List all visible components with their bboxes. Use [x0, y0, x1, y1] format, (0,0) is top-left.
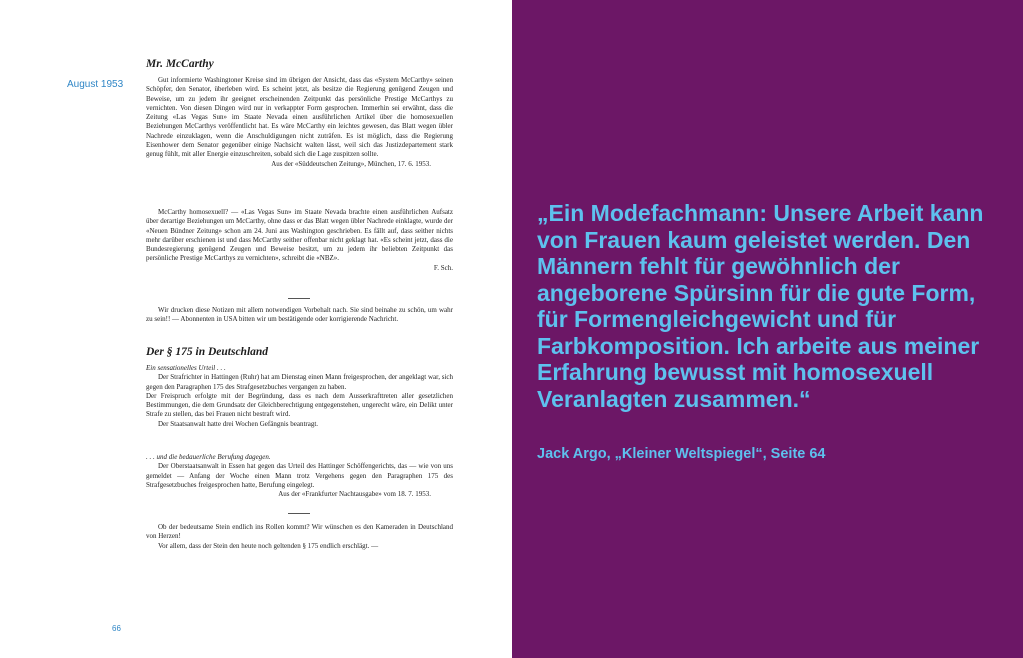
pull-quote: „Ein Modefachmann: Unsere Arbeit kann von Frauen kaum geleistet werden. Den Männern fehlt für gewöhnlich der angeborene Spürsinn für die gute Form, für Formengleichgewicht und für Farbkomposition. Ich arbeite aus meiner Erfahrung bewusst mit homosexuell Veranlagten zusammen.“	[537, 200, 984, 412]
paragraph: Der Strafrichter in Hattingen (Ruhr) hat am Dienstag einen Mann freigesprochen, der angeklagt war, sich gegen den Paragraphen 175 des Strafgesetzbuches vergangen zu haben.	[146, 373, 453, 391]
signature: F. Sch.	[433, 263, 453, 272]
subheading: Ein sensationelles Urteil . . .	[146, 364, 226, 372]
subheading: . . . und die bedauerliche Berufung dagegen.	[146, 453, 271, 461]
article-175-appeal	[146, 453, 453, 499]
date-note: August 1953	[67, 79, 124, 90]
article-heading-175: Der § 175 in Deutschland	[146, 346, 269, 358]
paragraph: Ob der bedeutsame Stein endlich ins Rollen kommt? Wir wünschen es den Kameraden in Deutschland von Herzen!	[146, 523, 453, 541]
article-mccarthy	[146, 76, 453, 169]
article-mccarthy-homosexuell	[146, 208, 453, 273]
divider	[288, 513, 310, 514]
paragraph: Wir drucken diese Notizen mit allem notwendigen Vorbehalt nach. Sie sind beinahe zu schön, um wahr zu sein!! — Abonnenten in USA bitten wir um bestätigende oder korrigierende Nachricht.	[146, 306, 453, 324]
page-number: 66	[112, 624, 121, 633]
source-line: Aus der «Frankfurter Nachtausgabe» vom 18. 7. 1953.	[278, 490, 431, 499]
paragraph: Vor allem, dass der Stein den heute noch geltenden § 175 endlich erschlägt. —	[158, 541, 379, 550]
paragraph: McCarthy homosexuell? — «Las Vegas Sun» im Staate Nevada brachte einen ausführlichen Aufsatz über derartige Beziehungen um McCarthy, ohne dass er das Blatt wegen übler Nachrede einklagte, wurde der «Neuen Bündner Zeitung» schon am 24. Juni aus Washington geschrieben. Es fällt auf, dass seither nichts mehr darüber erschienen ist und dass McCarthy seither offenbar nicht geklagt hat. «Es scheint jetzt, dass die Bundesregierung genügend Zeugen und Beweise besitzt, um zu jedem ihr beliebten Zeitpunkt das persönliche Prestige McCarthys zu vernichten», schreibt die «NBZ».	[146, 208, 453, 263]
closing-note	[146, 523, 453, 551]
paragraph: Der Oberstaatsanwalt in Essen hat gegen das Urteil des Hattinger Schöffengerichts, das — wie von uns gemeldet — Anfang der Woche einen Mann trotz Vergehens gegen den Paragraphen 175 des Strafgesetzbuches freigesprochen hatte, Berufung eingelegt.	[146, 462, 453, 489]
paragraph: Der Staatsanwalt hatte drei Wochen Gefängnis beantragt.	[158, 419, 319, 428]
quote-citation: Jack Argo, „Kleiner Weltspiegel“, Seite 64	[537, 446, 826, 462]
article-175-verdict	[146, 364, 453, 429]
divider	[288, 298, 310, 299]
source-line: Aus der «Süddeutschen Zeitung», München, 17. 6. 1953.	[271, 159, 431, 168]
paragraph: Der Freispruch erfolgte mit der Begründung, dass es nach dem Ausserkrafttreten aller gesetzlichen Bestimmungen, die dem Grundsatz der Gleichberechtigung entgegenstehen, ungerecht wäre, ein Delikt unter Strafe zu stellen, das bei Frauen nicht bestraft wird.	[146, 391, 453, 419]
paragraph: Gut informierte Washingtoner Kreise sind im übrigen der Ansicht, dass das «System McCarthy» seinen Schöpfer, den Senator, überleben wird. Es scheint jetzt, als besitze die Regierung genügend Zeugen und Beweise, um zu jedem ihr geeignet erscheinenden Zeitpunkt das persönliche Prestige McCarthys zu vernichten. Von diesen Dingen wird nur in verkappter Form gesprochen. Immerhin sei erwähnt, dass die Zeitung «Las Vegas Sun» im Staate Nevada einen ausführlichen Artikel über die homosexuellen Beziehungen McCarthys veröffentlicht hat. Es wäre McCarthy ein leichtes gewesen, das Blatt wegen übler Nachrede einzuklagen, wenn die Anschuldigungen nicht zuträfen. Es ist möglich, dass die Regierung Eisenhower dem Senator gegenüber einige Nachsicht walten lässt, weil sich das Justizdepartement stark genug fühlt, mit aller Energie einzuschreiten, sobald sich die Lage zuspitzen sollte.	[146, 76, 453, 159]
editorial-note	[146, 306, 453, 325]
article-heading-mccarthy: Mr. McCarthy	[146, 58, 214, 70]
